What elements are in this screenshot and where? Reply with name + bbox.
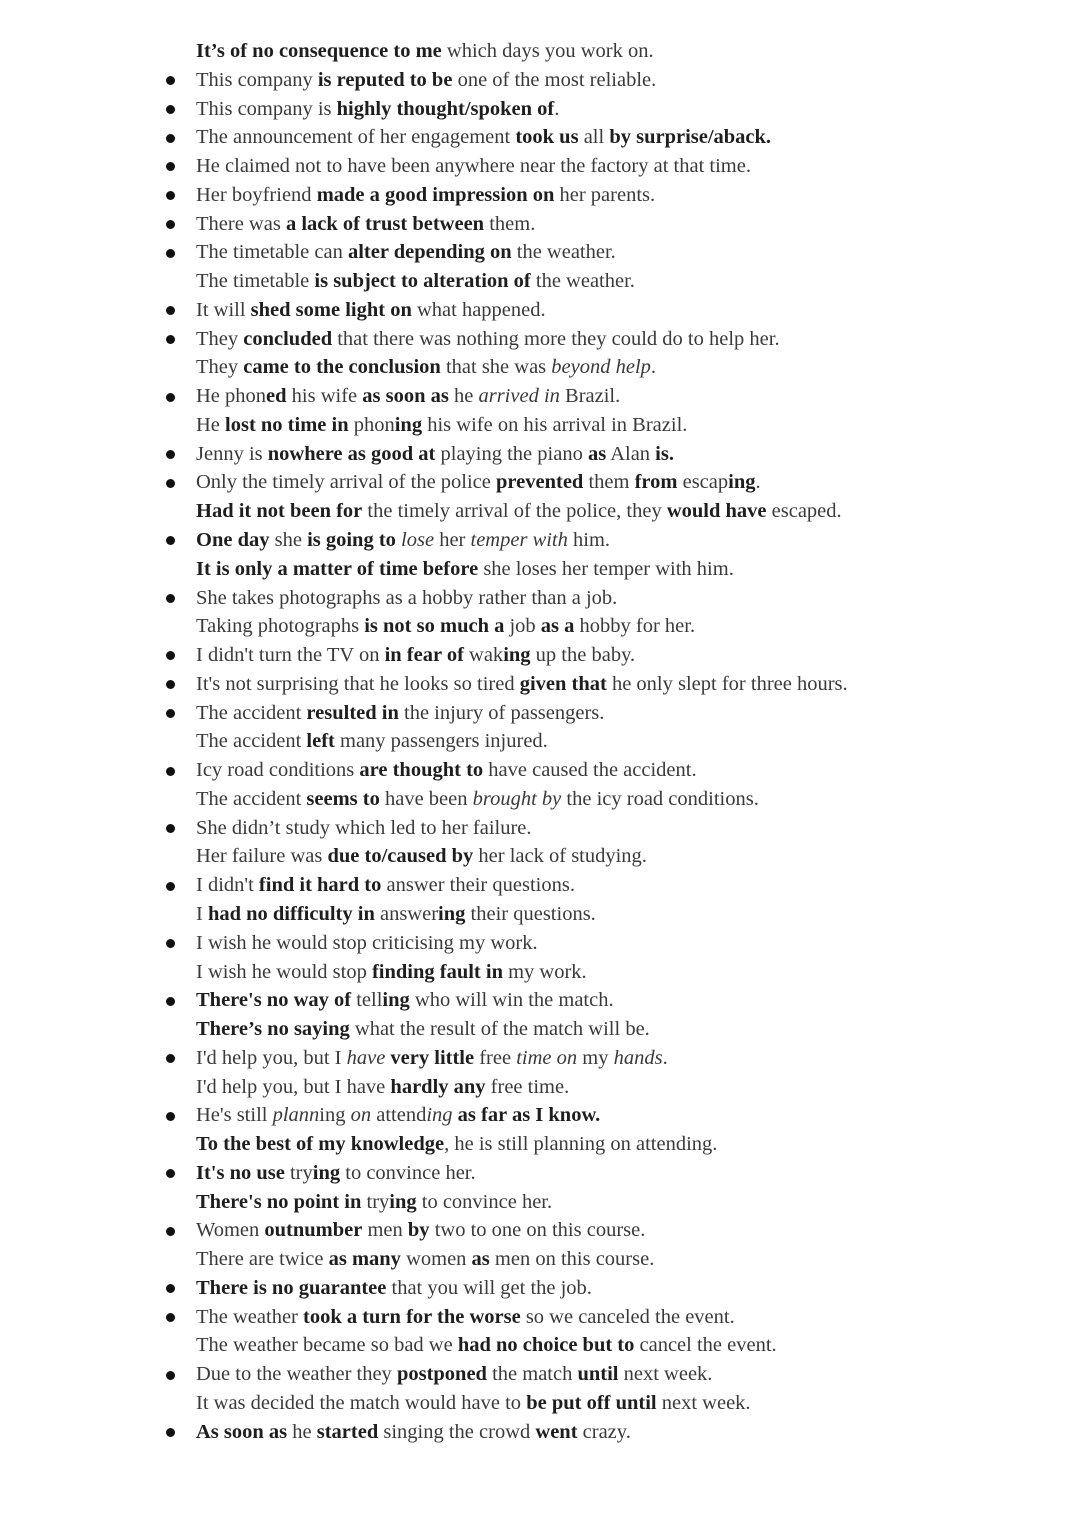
bullet-icon xyxy=(166,249,175,258)
text-segment: She takes photographs as a hobby rather than a job. xyxy=(196,586,618,609)
text-segment: he xyxy=(287,1420,317,1443)
text-segment: playing the piano xyxy=(435,442,588,465)
text-segment: she xyxy=(269,529,308,552)
list-item-continuation xyxy=(0,1389,1080,1418)
text-segment: ing xyxy=(394,413,423,436)
text-segment: time on xyxy=(516,1046,578,1069)
bullet-icon xyxy=(166,1054,175,1063)
bullet-icon xyxy=(166,767,175,776)
text-segment: The announcement of her engagement xyxy=(196,126,516,149)
text-segment: him. xyxy=(567,529,611,552)
text-segment: the match xyxy=(486,1363,578,1386)
text-segment: ing xyxy=(319,1104,351,1127)
text-segment: Women xyxy=(196,1219,265,1242)
text-segment: which days you work on. xyxy=(441,40,654,62)
text-segment: Her boyfriend xyxy=(196,183,317,206)
text-segment: came to the conclusion xyxy=(243,356,441,379)
bullet-icon xyxy=(166,1284,175,1293)
bullet-icon xyxy=(166,594,175,603)
text-segment: highly thought/spoken of xyxy=(336,97,555,120)
text-segment: . xyxy=(662,1046,668,1069)
bullet-icon xyxy=(166,335,175,344)
list-item-continuation xyxy=(0,353,1080,382)
list-item xyxy=(0,986,1080,1015)
text-segment: To the best of my knowledge xyxy=(196,1133,445,1156)
text-segment: until xyxy=(577,1363,619,1386)
bullet-icon xyxy=(166,997,175,1006)
text-segment: singing the crowd xyxy=(378,1420,536,1443)
text-segment: men on this course. xyxy=(489,1248,655,1271)
list-item-continuation xyxy=(0,1331,1080,1360)
list-item xyxy=(0,325,1080,354)
text-segment: The accident xyxy=(196,730,307,753)
text-segment: . xyxy=(650,356,657,379)
text-segment: escaped. xyxy=(766,500,842,523)
bullet-icon xyxy=(166,393,175,402)
text-segment: so we canceled the event. xyxy=(520,1305,735,1328)
list-item-continuation xyxy=(0,727,1080,756)
text-segment: be put off until xyxy=(526,1391,657,1414)
list-item-continuation xyxy=(0,958,1080,987)
text-segment: their questions. xyxy=(465,902,596,925)
list-item xyxy=(0,814,1080,843)
bullet-icon xyxy=(166,709,175,718)
text-segment: had no difficulty in xyxy=(207,902,375,925)
text-segment: It's not surprising that he looks so tired xyxy=(196,672,520,695)
text-segment: I xyxy=(196,902,208,925)
text-segment: the icy road conditions. xyxy=(561,787,759,810)
text-segment: As soon as xyxy=(196,1420,288,1443)
text-segment: he xyxy=(448,385,479,408)
list-item xyxy=(0,66,1080,95)
text-segment: free xyxy=(474,1046,517,1069)
text-segment: There is no guarantee xyxy=(196,1276,387,1299)
list-item xyxy=(0,296,1080,325)
text-segment: on xyxy=(350,1104,372,1127)
text-segment: all xyxy=(578,126,610,149)
document-body xyxy=(0,37,1080,1447)
text-segment: my xyxy=(577,1046,614,1069)
list-item xyxy=(0,468,1080,497)
list-item xyxy=(0,871,1080,900)
text-segment: Jenny is xyxy=(196,442,268,465)
text-segment: next week. xyxy=(656,1391,751,1414)
list-item-continuation xyxy=(0,785,1080,814)
text-segment: It was decided the match would have to xyxy=(196,1391,527,1414)
list-item xyxy=(0,670,1080,699)
bullet-icon xyxy=(166,1169,175,1178)
list-item-continuation xyxy=(0,1245,1080,1274)
text-segment: wak xyxy=(463,644,504,667)
text-segment: the injury of passengers. xyxy=(398,701,605,724)
text-segment: is going to xyxy=(307,529,396,552)
text-segment: try xyxy=(361,1190,390,1213)
text-segment: There are twice xyxy=(196,1248,329,1271)
text-segment: It is only a matter of time before xyxy=(196,557,479,580)
list-item-continuation xyxy=(0,1015,1080,1044)
text-segment: due to/caused by xyxy=(327,845,474,868)
text-segment: as xyxy=(587,442,607,465)
text-segment: try xyxy=(284,1161,313,1184)
text-segment: Icy road conditions xyxy=(196,759,360,782)
text-segment: phon xyxy=(348,413,395,436)
text-segment: arrived in xyxy=(478,385,560,408)
text-segment: his wife xyxy=(286,385,363,408)
bullet-icon xyxy=(166,1371,175,1380)
text-segment: temper with xyxy=(470,529,568,552)
bullet-icon xyxy=(166,1428,175,1437)
list-item xyxy=(0,526,1080,555)
text-segment: find it hard to xyxy=(258,874,382,897)
text-segment: crazy. xyxy=(577,1420,631,1443)
list-item-continuation xyxy=(0,497,1080,526)
text-segment: had no choice but to xyxy=(457,1334,635,1357)
text-segment: I'd help you, but I have xyxy=(196,1075,391,1098)
text-segment: finding fault in xyxy=(371,960,503,983)
text-segment: alter depending on xyxy=(347,241,512,264)
text-segment: the weather. xyxy=(530,270,635,293)
text-segment: Alan xyxy=(606,442,656,465)
text-segment: It’s of no consequence to me xyxy=(196,40,442,62)
text-segment: cancel the event. xyxy=(634,1334,777,1357)
list-item xyxy=(0,440,1080,469)
bullet-icon xyxy=(166,479,175,488)
text-segment: Due to the weather they xyxy=(196,1363,397,1386)
text-segment: went xyxy=(535,1420,578,1443)
text-segment: answer their questions. xyxy=(381,874,575,897)
text-segment: next week. xyxy=(618,1363,713,1386)
text-segment: The weather xyxy=(196,1305,303,1328)
list-item xyxy=(0,584,1080,613)
list-item-continuation xyxy=(0,37,1080,66)
text-segment: shed some light on xyxy=(250,298,412,321)
text-segment: This company is xyxy=(196,97,337,120)
text-segment: many passengers injured. xyxy=(334,730,548,753)
text-segment: lost no time in xyxy=(225,413,349,436)
text-segment: Brazil. xyxy=(559,385,621,408)
text-segment: I didn't turn the TV on xyxy=(196,644,385,667)
text-segment: have been xyxy=(379,787,473,810)
text-segment: the timely arrival of the police, they xyxy=(362,500,667,523)
list-item xyxy=(0,929,1080,958)
text-segment: women xyxy=(400,1248,472,1271)
bullet-icon xyxy=(166,1112,175,1121)
text-segment: answer xyxy=(374,902,439,925)
text-segment: what happened. xyxy=(411,298,546,321)
text-segment: his wife on his arrival in Brazil. xyxy=(422,413,688,436)
text-segment: concluded xyxy=(243,327,333,350)
text-segment: is subject to alteration of xyxy=(314,270,531,293)
text-segment: The timetable xyxy=(196,270,315,293)
text-segment: The weather became so bad we xyxy=(196,1334,458,1357)
list-item-continuation xyxy=(0,267,1080,296)
text-segment: He phon xyxy=(196,385,267,408)
bullet-icon xyxy=(166,1313,175,1322)
text-segment: is. xyxy=(655,442,674,465)
text-segment: by xyxy=(407,1219,430,1242)
text-segment: that she was xyxy=(440,356,552,379)
bullet-icon xyxy=(166,76,175,85)
text-segment: ing xyxy=(426,1104,453,1127)
list-item-continuation xyxy=(0,900,1080,929)
list-item xyxy=(0,1159,1080,1188)
list-item xyxy=(0,1044,1080,1073)
text-segment: in fear of xyxy=(384,644,464,667)
bullet-icon xyxy=(166,1227,175,1236)
text-segment: ing xyxy=(389,1190,417,1213)
text-segment: There's no point in xyxy=(196,1190,362,1213)
text-segment: Taking photographs xyxy=(196,615,365,638)
text-segment: from xyxy=(634,471,678,494)
list-item-continuation xyxy=(0,1073,1080,1102)
list-item xyxy=(0,95,1080,124)
text-segment: have xyxy=(346,1046,386,1069)
text-segment: my work. xyxy=(502,960,587,983)
list-item-continuation xyxy=(0,1188,1080,1217)
text-segment: I wish he would stop xyxy=(196,960,372,983)
text-segment: . xyxy=(554,97,560,120)
bullet-icon xyxy=(166,939,175,948)
text-segment: The accident xyxy=(196,787,307,810)
text-segment: , he is still planning on attending. xyxy=(444,1133,718,1156)
text-segment: two to one on this course. xyxy=(429,1219,646,1242)
text-segment: by surprise/aback. xyxy=(609,126,772,149)
text-segment: ing xyxy=(503,644,531,667)
list-item xyxy=(0,1303,1080,1332)
text-segment: started xyxy=(316,1420,379,1443)
list-item-continuation xyxy=(0,842,1080,871)
bullet-icon xyxy=(166,882,175,891)
text-segment: as a xyxy=(540,615,575,638)
text-segment: ing xyxy=(438,902,466,925)
text-segment: as soon as xyxy=(362,385,449,408)
text-segment: I didn't xyxy=(196,874,259,897)
text-segment: They xyxy=(196,327,244,350)
text-segment: very little xyxy=(390,1046,475,1069)
text-segment: job xyxy=(504,615,541,638)
text-segment: up the baby. xyxy=(530,644,636,667)
text-segment: He claimed not to have been anywhere near the factory at that time. xyxy=(196,155,751,178)
text-segment: her lack of studying. xyxy=(473,845,647,868)
text-segment: She didn’t study which led to her failure. xyxy=(196,816,532,839)
text-segment: to convince her. xyxy=(340,1161,476,1184)
text-segment: as xyxy=(471,1248,490,1271)
list-item xyxy=(0,1418,1080,1447)
bullet-icon xyxy=(166,105,175,114)
text-segment: They xyxy=(196,356,244,379)
bullet-icon xyxy=(166,824,175,833)
list-item xyxy=(0,181,1080,210)
text-segment: have caused the accident. xyxy=(483,759,697,782)
text-segment: left xyxy=(306,730,335,753)
text-segment: free time. xyxy=(485,1075,570,1098)
text-segment: a lack of trust between xyxy=(285,212,485,235)
text-segment: as many xyxy=(328,1248,401,1271)
bullet-icon xyxy=(166,162,175,171)
text-segment: he only slept for three hours. xyxy=(606,672,848,695)
text-segment: ing xyxy=(382,989,410,1012)
text-segment: The accident xyxy=(196,701,307,724)
text-segment: attend xyxy=(371,1104,427,1127)
list-item xyxy=(0,1216,1080,1245)
list-item-continuation xyxy=(0,411,1080,440)
text-segment: The timetable can xyxy=(196,241,348,264)
list-item-continuation xyxy=(0,555,1080,584)
bullet-icon xyxy=(166,651,175,660)
text-segment: she loses her temper with him. xyxy=(478,557,734,580)
text-segment: one of the most reliable. xyxy=(452,68,657,91)
text-segment: He xyxy=(196,413,226,436)
list-item xyxy=(0,1101,1080,1130)
list-item-continuation xyxy=(0,1130,1080,1159)
bullet-icon xyxy=(166,536,175,545)
text-segment: I wish he would stop criticising my work. xyxy=(196,931,538,954)
bullet-icon xyxy=(166,191,175,200)
list-item xyxy=(0,210,1080,239)
text-segment: lose xyxy=(401,529,435,552)
bullet-icon xyxy=(166,220,175,229)
text-segment: There’s no saying xyxy=(196,1018,350,1041)
text-segment: Only the timely arrival of the police xyxy=(196,471,497,494)
text-segment: that there was nothing more they could do to help her. xyxy=(332,327,780,350)
text-segment: seems to xyxy=(306,787,380,810)
text-segment: given that xyxy=(519,672,607,695)
text-segment: plann xyxy=(272,1104,320,1127)
text-segment: Her failure was xyxy=(196,845,328,868)
text-segment: them xyxy=(583,471,635,494)
text-segment: nowhere as good at xyxy=(267,442,436,465)
text-segment: would have xyxy=(666,500,767,523)
text-segment: ed xyxy=(266,385,287,408)
text-segment: the weather. xyxy=(511,241,616,264)
text-segment: . xyxy=(755,471,761,494)
text-segment: I'd help you, but I xyxy=(196,1046,347,1069)
bullet-icon xyxy=(166,680,175,689)
text-segment: is not so much a xyxy=(364,615,505,638)
text-segment: her xyxy=(434,529,471,552)
text-segment: as far as I know. xyxy=(457,1104,601,1127)
text-segment: ing xyxy=(728,471,756,494)
list-item xyxy=(0,238,1080,267)
text-segment: postponed xyxy=(396,1363,487,1386)
text-segment: resulted in xyxy=(306,701,399,724)
text-segment: brought by xyxy=(472,787,562,810)
list-item xyxy=(0,1274,1080,1303)
bullet-icon xyxy=(166,306,175,315)
text-segment: It's no use xyxy=(196,1161,285,1184)
list-item-continuation xyxy=(0,612,1080,641)
text-segment: who will win the match. xyxy=(409,989,614,1012)
list-item xyxy=(0,152,1080,181)
list-item xyxy=(0,123,1080,152)
text-segment: made a good impression on xyxy=(316,183,555,206)
list-item xyxy=(0,641,1080,670)
text-segment: There was xyxy=(196,212,286,235)
text-segment: This company xyxy=(196,68,318,91)
text-segment: what the result of the match will be. xyxy=(349,1018,650,1041)
text-segment: He's still xyxy=(196,1104,273,1127)
text-segment: There's no way of xyxy=(196,989,352,1012)
text-segment: to convince her. xyxy=(416,1190,553,1213)
text-segment: took us xyxy=(515,126,579,149)
text-segment: men xyxy=(362,1219,408,1242)
text-segment: Had it not been for xyxy=(196,500,363,523)
text-segment: is reputed to be xyxy=(317,68,453,91)
text-segment: are thought to xyxy=(359,759,484,782)
text-segment: It will xyxy=(196,298,251,321)
text-segment: took a turn for the worse xyxy=(303,1305,521,1328)
list-item xyxy=(0,1360,1080,1389)
text-segment: her parents. xyxy=(554,183,656,206)
text-segment: One day xyxy=(196,529,270,552)
text-segment: hands xyxy=(613,1046,663,1069)
text-segment: hobby for her. xyxy=(574,615,696,638)
text-segment: them. xyxy=(484,212,536,235)
list-item xyxy=(0,699,1080,728)
text-segment: outnumber xyxy=(264,1219,363,1242)
list-item xyxy=(0,756,1080,785)
text-segment: tell xyxy=(351,989,383,1012)
text-segment: beyond help xyxy=(551,356,651,379)
text-segment: ing xyxy=(312,1161,341,1184)
bullet-icon xyxy=(166,450,175,459)
text-segment: hardly any xyxy=(390,1075,486,1098)
text-segment: that you will get the job. xyxy=(386,1276,592,1299)
text-segment: prevented xyxy=(496,471,584,494)
list-item xyxy=(0,382,1080,411)
text-segment: escap xyxy=(677,471,729,494)
bullet-icon xyxy=(166,134,175,143)
